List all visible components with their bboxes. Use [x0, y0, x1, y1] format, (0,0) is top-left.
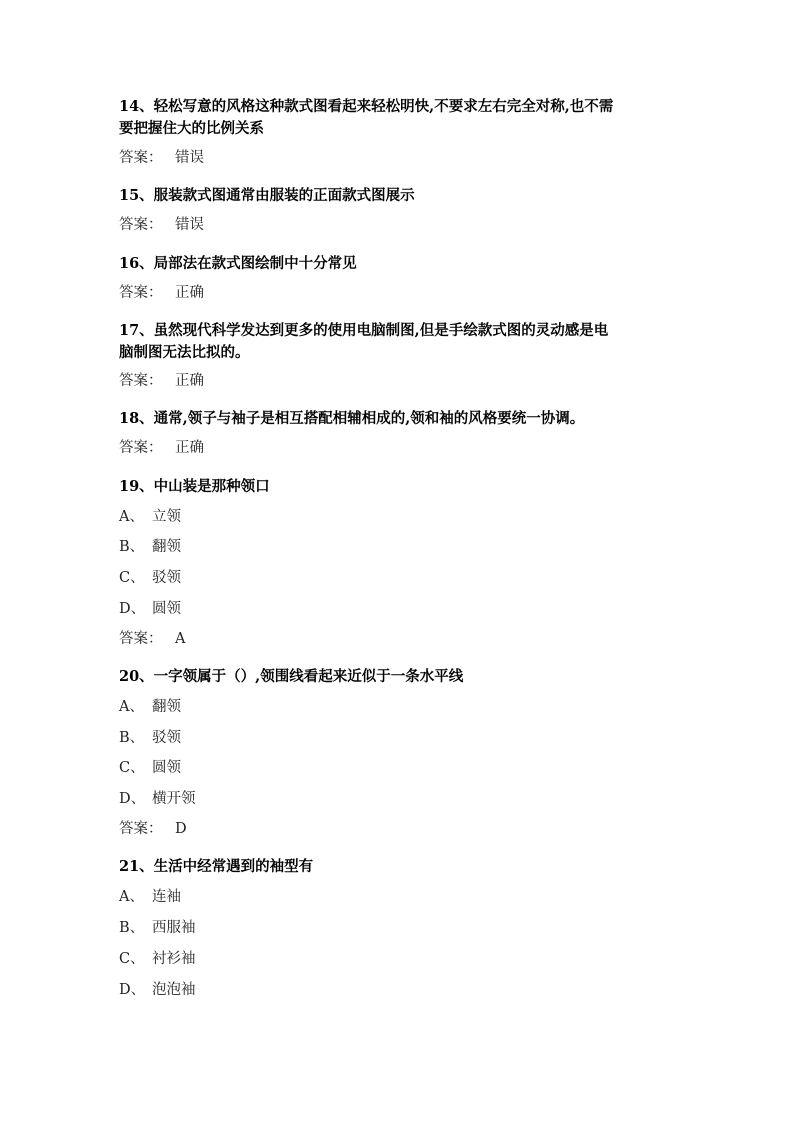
question-16: 16、局部法在款式图绘制中十分常见	[119, 255, 357, 272]
answer-label: 答案：	[119, 150, 163, 166]
option-21-a	[119, 886, 679, 908]
answer-label: 答案：	[119, 285, 163, 301]
question-14-continued: 要把握住大的比例关系	[119, 120, 264, 137]
answer-18	[119, 437, 679, 459]
option-letter: A、	[119, 509, 144, 525]
option-text: 立领	[152, 509, 181, 525]
question-15: 15、服装款式图通常由服装的正面款式图展示	[119, 187, 415, 204]
option-letter: A、	[119, 699, 144, 715]
option-letter: B、	[119, 539, 145, 555]
option-letter: C、	[119, 760, 145, 776]
question-20: 20、一字领属于（）,领围线看起来近似于一条水平线	[119, 668, 464, 685]
option-21-d	[119, 979, 679, 1001]
answer-19	[119, 628, 679, 650]
option-text: 衬衫袖	[152, 951, 196, 967]
option-text: 圆领	[152, 601, 181, 617]
option-20-a	[119, 696, 679, 718]
answer-value: 错误	[175, 217, 204, 233]
option-19-a	[119, 506, 679, 528]
option-letter: D、	[119, 601, 146, 617]
answer-label: 答案：	[119, 440, 163, 456]
answer-label: 答案：	[119, 217, 163, 233]
answer-14	[119, 147, 679, 169]
option-text: 驳领	[152, 730, 181, 746]
option-letter: D、	[119, 791, 146, 807]
answer-value: A	[175, 631, 186, 647]
answer-15	[119, 214, 679, 236]
option-text: 驳领	[152, 570, 181, 586]
option-text: 圆领	[152, 760, 181, 776]
answer-label: 答案：	[119, 821, 163, 837]
question-21: 21、生活中经常遇到的袖型有	[119, 858, 314, 875]
question-17-continued: 脑制图无法比拟的。	[119, 344, 250, 361]
question-18: 18、通常,领子与袖子是相互搭配相辅相成的,领和袖的风格要统一协调。	[119, 410, 585, 427]
option-20-b	[119, 727, 679, 749]
option-19-c	[119, 567, 679, 589]
answer-label: 答案：	[119, 373, 163, 389]
question-14: 14、轻松写意的风格这种款式图看起来轻松明快,不要求左右完全对称,也不需	[119, 98, 614, 115]
answer-value: 正确	[175, 373, 204, 389]
option-text: 西服袖	[152, 920, 196, 936]
answer-20	[119, 818, 679, 840]
option-20-c	[119, 757, 679, 779]
option-19-b	[119, 536, 679, 558]
option-21-c	[119, 948, 679, 970]
question-19: 19、中山装是那种领口	[119, 478, 270, 495]
option-text: 翻领	[152, 699, 181, 715]
answer-16	[119, 282, 679, 304]
option-text: 连袖	[152, 889, 181, 905]
option-letter: A、	[119, 889, 144, 905]
option-letter: B、	[119, 730, 145, 746]
option-21-b	[119, 917, 679, 939]
option-letter: B、	[119, 920, 145, 936]
answer-value: 错误	[175, 150, 204, 166]
question-17: 17、虽然现代科学发达到更多的使用电脑制图,但是手绘款式图的灵动感是电	[119, 322, 609, 339]
answer-label: 答案：	[119, 631, 163, 647]
option-letter: C、	[119, 951, 145, 967]
option-letter: C、	[119, 570, 145, 586]
answer-17	[119, 370, 679, 392]
option-20-d	[119, 788, 679, 810]
answer-value: 正确	[175, 440, 204, 456]
option-19-d	[119, 598, 679, 620]
option-letter: D、	[119, 982, 146, 998]
option-text: 翻领	[152, 539, 181, 555]
answer-value: 正确	[175, 285, 204, 301]
option-text: 横开领	[152, 791, 196, 807]
answer-value: D	[175, 821, 187, 837]
option-text: 泡泡袖	[152, 982, 196, 998]
